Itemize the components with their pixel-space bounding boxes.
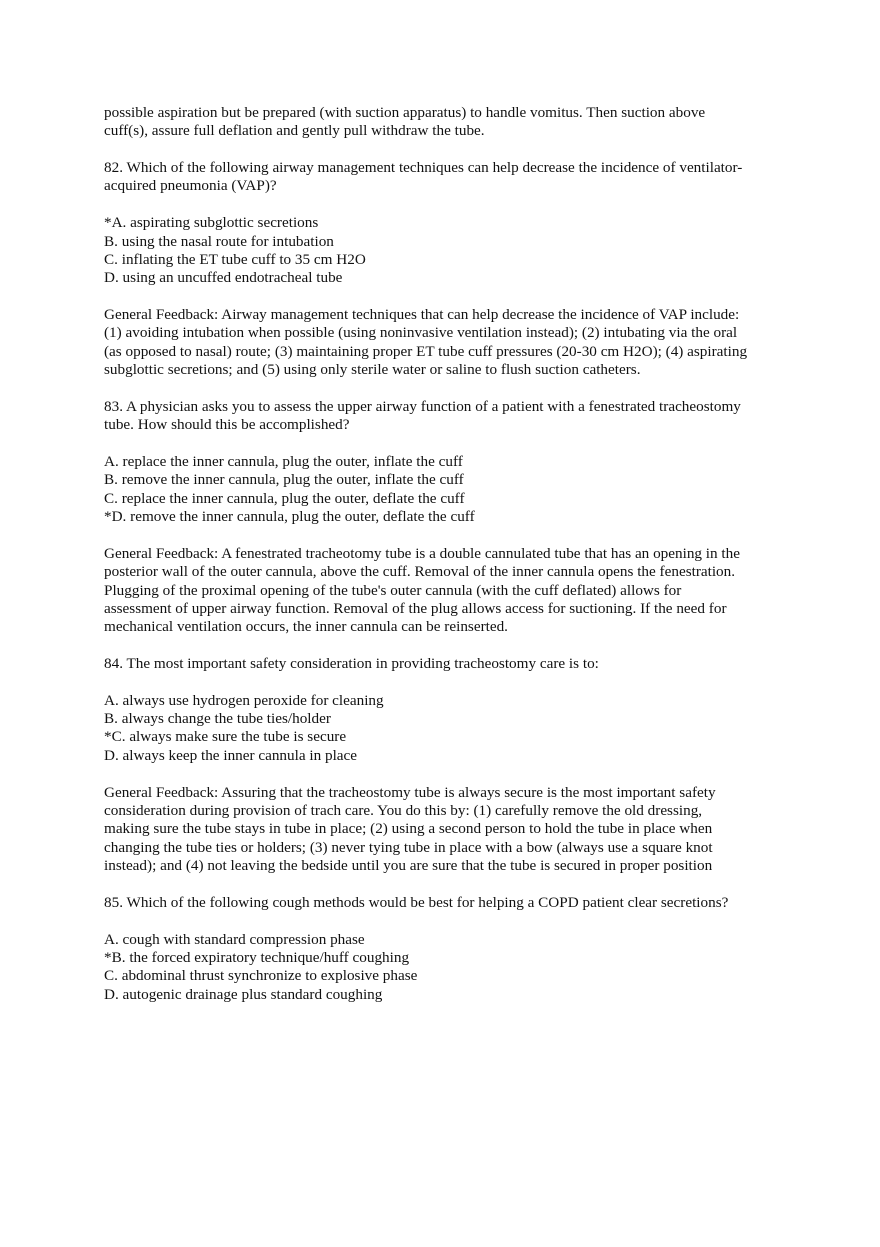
- intro-paragraph: [104, 104, 784, 141]
- text-line: mechanical ventilation occurs, the inner cannula can be reinserted.: [104, 618, 508, 636]
- text-line: 83. A physician asks you to assess the upper airway function of a patient with a fenestrated tracheostomy: [104, 397, 741, 415]
- text-line: changing the tube ties or holders; (3) never tying tube in place with a bow (always use a square knot: [104, 838, 713, 856]
- question-82-stem: [104, 159, 784, 196]
- text-line: consideration during provision of trach care. You do this by: (1) carefully remove the old dressing,: [104, 801, 703, 819]
- document-page: [104, 104, 784, 1004]
- question-83-stem: [104, 398, 784, 435]
- answer-option: D. autogenic drainage plus standard coughing: [104, 985, 383, 1003]
- answer-option: *C. always make sure the tube is secure: [104, 728, 347, 746]
- answer-option: C. inflating the ET tube cuff to 35 cm H2O: [104, 250, 366, 268]
- text-line: instead); and (4) not leaving the bedside until you are sure that the tube is secured in proper position: [104, 856, 713, 874]
- text-line: cuff(s), assure full deflation and gently pull withdraw the tube.: [104, 122, 485, 140]
- text-line: possible aspiration but be prepared (with suction apparatus) to handle vomitus. Then suction above: [104, 104, 706, 121]
- answer-option: *D. remove the inner cannula, plug the outer, deflate the cuff: [104, 508, 475, 526]
- answer-option: C. replace the inner cannula, plug the outer, deflate the cuff: [104, 489, 465, 507]
- text-line: General Feedback: A fenestrated tracheotomy tube is a double cannulated tube that has an opening in the: [104, 544, 740, 562]
- question-85-options: [104, 931, 784, 1004]
- text-line: assessment of upper airway function. Removal of the plug allows access for suctioning. If the need for: [104, 599, 727, 617]
- answer-option: B. remove the inner cannula, plug the outer, inflate the cuff: [104, 471, 464, 489]
- text-line: General Feedback: Airway management techniques that can help decrease the incidence of VAP include:: [104, 306, 740, 324]
- question-84-stem: [104, 655, 784, 673]
- answer-option: A. cough with standard compression phase: [104, 930, 365, 948]
- answer-option: B. always change the tube ties/holder: [104, 710, 331, 728]
- text-line: acquired pneumonia (VAP)?: [104, 177, 277, 195]
- answer-option: A. always use hydrogen peroxide for cleaning: [104, 691, 384, 709]
- question-82-feedback: [104, 306, 784, 379]
- question-84-feedback: [104, 784, 784, 875]
- question-82-options: [104, 214, 784, 287]
- text-line: making sure the tube stays in tube in place; (2) using a second person to hold the tube in place when: [104, 820, 713, 838]
- answer-option: *B. the forced expiratory technique/huff coughing: [104, 948, 410, 966]
- answer-option: D. using an uncuffed endotracheal tube: [104, 269, 343, 287]
- question-83-options: [104, 453, 784, 526]
- answer-option: *A. aspirating subglottic secretions: [104, 214, 319, 232]
- text-line: 82. Which of the following airway management techniques can help decrease the incidence of ventilator-: [104, 159, 743, 177]
- text-line: 84. The most important safety consideration in providing tracheostomy care is to:: [104, 654, 599, 672]
- answer-option: D. always keep the inner cannula in place: [104, 746, 358, 764]
- text-line: 85. Which of the following cough methods would be best for helping a COPD patient clear secretions?: [104, 893, 729, 911]
- answer-option: C. abdominal thrust synchronize to explosive phase: [104, 967, 418, 985]
- question-83-feedback: [104, 545, 784, 636]
- text-line: (as opposed to nasal) route; (3) maintaining proper ET tube cuff pressures (20-30 cm H2O); (4) aspirating: [104, 342, 748, 360]
- text-line: posterior wall of the outer cannula, above the cuff. Removal of the inner cannula opens the fenestration.: [104, 563, 736, 581]
- answer-option: A. replace the inner cannula, plug the outer, inflate the cuff: [104, 453, 463, 471]
- text-line: tube. How should this be accomplished?: [104, 416, 350, 434]
- text-line: subglottic secretions; and (5) using only sterile water or saline to flush suction catheters.: [104, 361, 641, 379]
- answer-option: B. using the nasal route for intubation: [104, 232, 334, 250]
- question-84-options: [104, 692, 784, 765]
- text-line: General Feedback: Assuring that the tracheostomy tube is always secure is the most important safety: [104, 783, 716, 801]
- text-line: (1) avoiding intubation when possible (using noninvasive ventilation instead); (2) intubating via the oral: [104, 324, 738, 342]
- question-85-stem: [104, 894, 784, 912]
- text-line: Plugging of the proximal opening of the tube's outer cannula (with the cuff deflated) allows for: [104, 581, 682, 599]
